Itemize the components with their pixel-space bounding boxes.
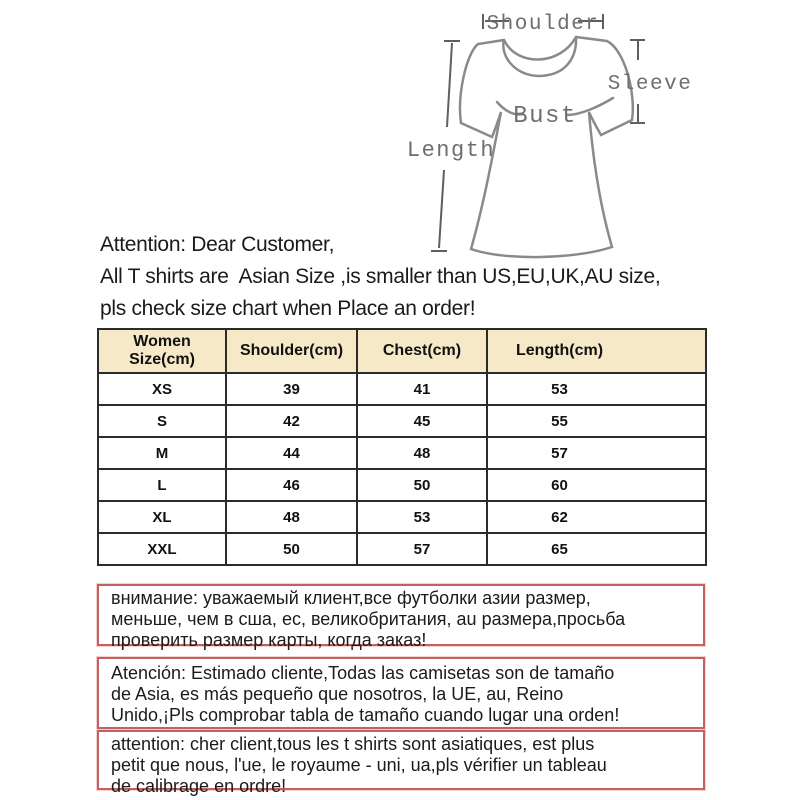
warning-box-spanish [97,657,705,729]
measurement-marks [431,14,645,251]
size-cell: XS [98,373,226,405]
header-shoulder: Shoulder(cm) [226,329,357,373]
size-cell: XL [98,501,226,533]
warning-line: de Asia, es más pequeño que nosotros, la UE, au, Reino [111,684,564,704]
length-cell: 62 [487,501,706,533]
table-row-xxl [98,533,706,565]
length-label: Length [406,138,496,163]
attention-line-1: Attention: Dear Customer, [100,233,335,256]
size-cell: XXL [98,533,226,565]
warning-line: Atención: Estimado cliente,Todas las camisetas son de tamaño [111,663,615,683]
size-cell: L [98,469,226,501]
warning-line: attention: cher client,tous les t shirts sont asiatiques, est plus [111,734,595,754]
shoulder-cell: 42 [226,405,357,437]
shoulder-label: Shoulder [486,13,600,36]
length-cell: 65 [487,533,706,565]
chest-cell: 57 [357,533,487,565]
shoulder-cell: 50 [226,533,357,565]
size-table [97,328,707,566]
attention-line-3: pls check size chart when Place an order! [100,297,476,320]
shoulder-cell: 44 [226,437,357,469]
table-row-m [98,437,706,469]
warning-box-french [97,730,705,796]
length-cell: 53 [487,373,706,405]
header-length: Length(cm) [487,329,706,373]
table-row-s [98,405,706,437]
warning-line: проверить размер карты, когда заказ! [111,630,427,650]
shoulder-cell: 46 [226,469,357,501]
tshirt-collar-inner [503,37,576,76]
warning-line: Unido,¡Pls comprobar tabla de tamaño cuando lugar una orden! [111,705,620,725]
tshirt-collar-outer [504,37,576,60]
warning-line: de calibrage en ordre! [111,776,287,796]
chest-cell: 48 [357,437,487,469]
size-cell: S [98,405,226,437]
attention-note [100,229,660,325]
size-cell: M [98,437,226,469]
shoulder-cell: 39 [226,373,357,405]
table-row-l [98,469,706,501]
size-table-header-row [98,329,706,373]
chest-cell: 41 [357,373,487,405]
shoulder-cell: 48 [226,501,357,533]
warning-line: petit que nous, l'ue, le royaume - uni, ua,pls vérifier un tableau [111,755,607,775]
warning-line: внимание: уважаемый клиент,все футболки азии размер, [111,588,591,608]
table-row-xl [98,501,706,533]
attention-line-2: All T shirts are Asian Size ,is smaller than US,EU,UK,AU size, [100,265,661,288]
warning-box-russian [97,584,705,650]
length-cell: 57 [487,437,706,469]
length-cell: 60 [487,469,706,501]
table-row-xs [98,373,706,405]
sleeve-label: Sleeve [607,73,693,96]
length-cell: 55 [487,405,706,437]
chest-cell: 45 [357,405,487,437]
warning-line: меньше, чем в сша, ес, великобритания, au размера,просьба [111,609,626,629]
chest-cell: 50 [357,469,487,501]
bust-label: Bust [513,103,577,130]
chest-cell: 53 [357,501,487,533]
header-chest: Chest(cm) [357,329,487,373]
header-women-size: Women Size(cm) [98,329,226,373]
